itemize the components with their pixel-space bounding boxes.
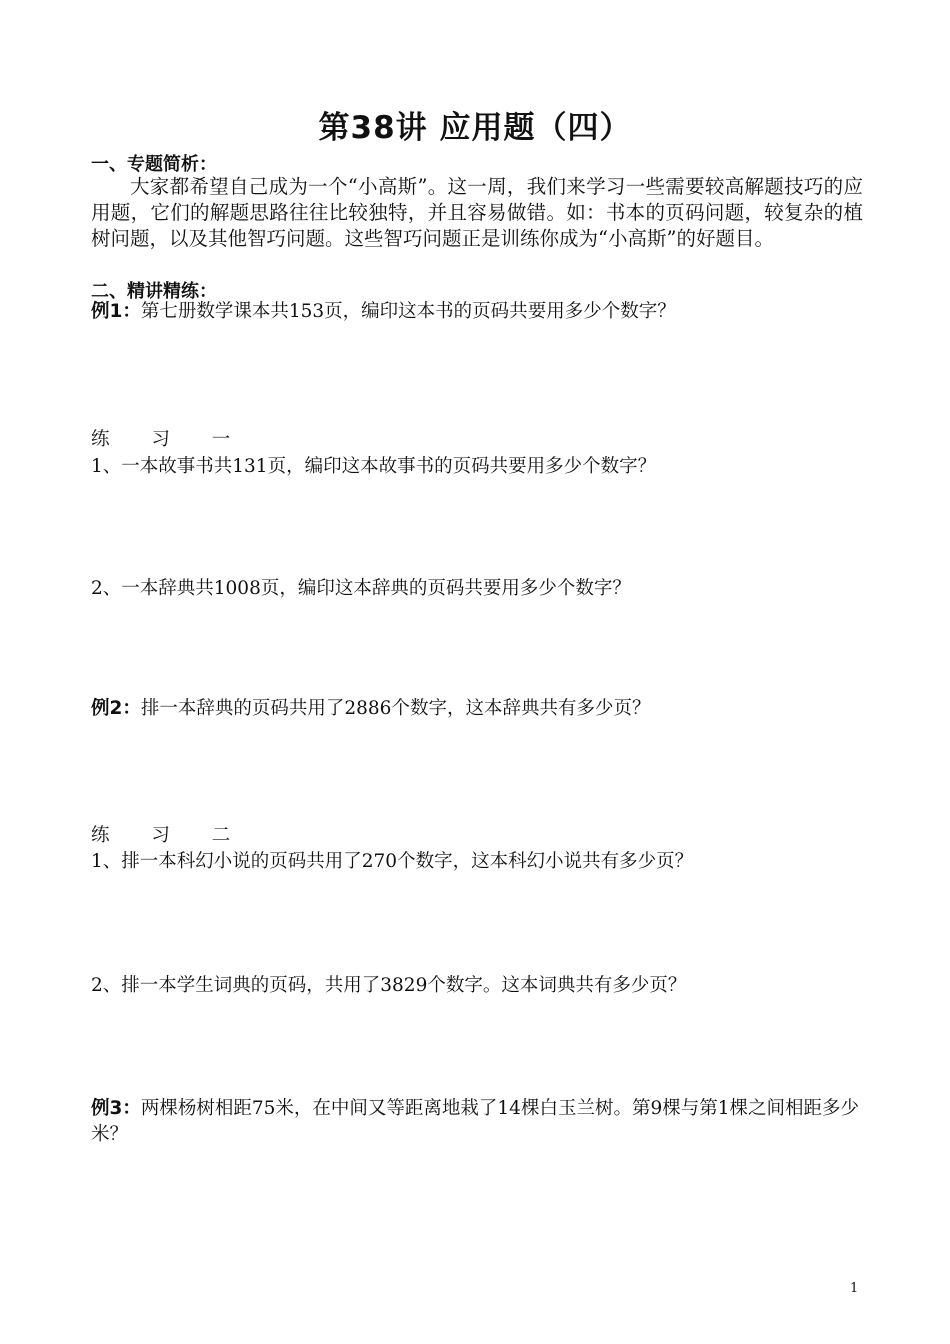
practice-2-question-2: 2、排一本学生词典的页码，共用了3829个数字。这本词典共有多少页？: [91, 975, 687, 996]
example-1: [91, 299, 866, 325]
example-label: 例1：: [91, 301, 141, 322]
example-text: 两棵杨树相距75米，在中间又等距离地栽了14棵白玉兰树。第9棵与第1棵之间相距多少米？: [91, 1098, 859, 1145]
intro-paragraph: 大家都希望自己成为一个“小高斯”。这一周，我们来学习一些需要较高解题技巧的应用题，它们的解题思路往往比较独特，并且容易做错。如：书本的页码问题，较复杂的植树问题，以及其他智巧问题。这些智巧问题正是训练你成为“小高斯”的好题目。: [91, 175, 863, 250]
practice-heading-1: 练 习 一: [91, 429, 249, 450]
page-title: 第38讲 应用题（四）: [318, 110, 632, 146]
example-label: 例3：: [91, 1098, 141, 1119]
example-label: 例2：: [91, 698, 141, 719]
example-text: 第七册数学课本共153页，编印这本书的页码共要用多少个数字？: [140, 301, 676, 322]
practice-1-question-1: 1、一本故事书共131页，编印这本故事书的页码共要用多少个数字？: [91, 456, 657, 477]
section-heading-practice: 二、精讲精练：: [91, 281, 217, 302]
page-number: 1: [850, 1281, 859, 1296]
example-2: [91, 696, 866, 722]
practice-1-question-2: 2、一本辞典共1008页，编印这本辞典的页码共要用多少个数字？: [91, 578, 631, 599]
practice-2-question-1: 1、排一本科幻小说的页码共用了270个数字，这本科幻小说共有多少页？: [91, 851, 694, 872]
section-heading-analysis: 一、专题简析：: [91, 154, 217, 175]
example-text: 排一本辞典的页码共用了2886个数字，这本辞典共有多少页？: [140, 698, 651, 719]
practice-heading-2: 练 习 二: [91, 825, 249, 846]
example-3: [91, 1096, 866, 1148]
